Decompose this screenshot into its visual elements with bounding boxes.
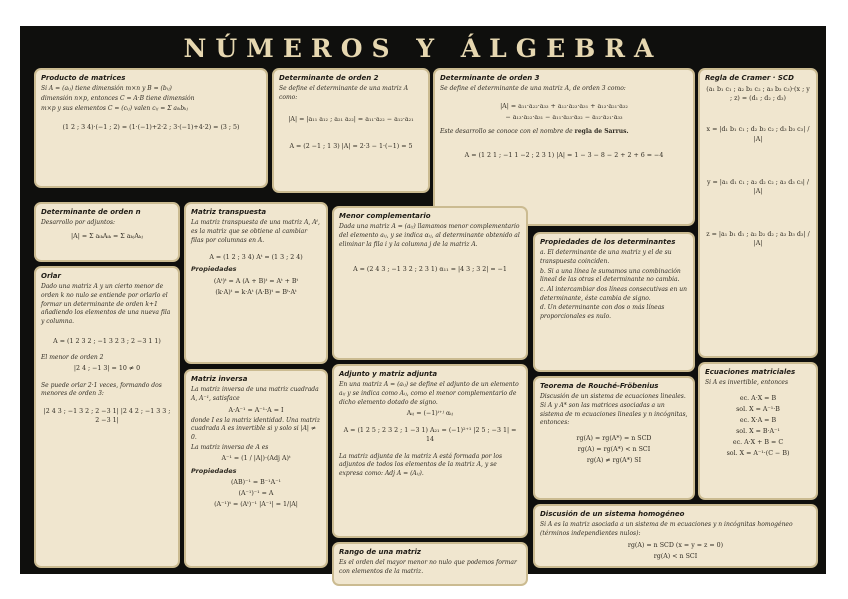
card-text: Desarrollo por adjuntos: [41, 219, 116, 227]
card-title: Determinante de orden 3 [440, 74, 540, 82]
formula: z = |a₁ b₁ d₁ ; a₂ b₂ d₂ ; a₃ b₃ d₃| / |A| [706, 230, 810, 248]
card-text: Dado una matriz A y un cierto menor de orden k no nulo se entiende por orlarlo el formar un determinante de orden k+1 añadiendo los elementos de una nueva fila y columna. [41, 283, 171, 325]
card-adjunto-matriz-adjunta [332, 364, 528, 538]
card-matriz-transpuesta [184, 202, 328, 364]
card-subtitle: Propiedades [191, 265, 237, 274]
formula: |A| = |a₁₁ a₁₂ ; a₂₁ a₂₂| = a₁₁·a₂₂ − a₁₂·a₂₁ [288, 115, 414, 123]
property-item: b. Si a una línea le sumamos una combinación lineal de las otras el determinante no cambia. [540, 267, 681, 284]
card-determinante-orden-2 [272, 68, 430, 193]
formula: A = (1 2 1 ; −1 1 −2 ; 2 3 1) |A| = 1 − 3 − 8 − 2 + 2 + 6 = −4 [464, 151, 664, 159]
card-determinante-orden-n [34, 202, 180, 262]
formula: (A⁻¹)ᵗ = (Aᵗ)⁻¹ |A⁻¹| = 1/|A| [214, 501, 298, 509]
card-producto-matrices [34, 68, 268, 188]
formula: A = (1 2 5 ; 2 3 2 ; 1 −3 1) A₂₁ = (−1)²⁺¹ |2 5 ; −3 1| = 14 [343, 427, 517, 444]
card-text: Se define el determinante de una matriz A como: [279, 85, 409, 101]
formula: sol. X = A⁻¹·(C − B) [726, 450, 790, 458]
formula: |A| = Σ aᵢₖAᵢₖ = Σ aₖⱼAₖⱼ [71, 232, 143, 240]
card-determinante-orden-3 [433, 68, 695, 226]
formula: rg(A) ≠ rg(A*) SI [586, 457, 642, 465]
poster [20, 26, 826, 574]
card-rouche-frobenius [533, 376, 695, 500]
card-title: Rango de una matriz [339, 548, 421, 556]
formula: sol. X = B·A⁻¹ [736, 428, 780, 436]
formula: ec. X·A = B [739, 417, 777, 425]
formula: |2 4 ; −1 3| = 10 ≠ 0 [73, 365, 141, 373]
formula: A⁻¹ = (1 / |A|)·(Adj A)ᵗ [221, 455, 291, 463]
card-title: Discusión de un sistema homogéneo [540, 510, 685, 518]
card-text: Es el orden del mayor menor no nulo que podemos formar con elementos de la matriz. [339, 559, 517, 575]
card-regla-cramer [698, 68, 818, 358]
formula: (Aᵗ)ᵗ = A (A + B)ᵗ = Aᵗ + Bᵗ [213, 277, 299, 285]
card-rango-matriz [332, 542, 528, 586]
card-title: Teorema de Rouché-Fröbenius [540, 382, 659, 390]
card-text: donde I es la matriz identidad. Una matriz cuadrada A es invertible si y solo si |A| ≠ 0. [191, 416, 320, 442]
formula: (AB)⁻¹ = B⁻¹A⁻¹ [230, 478, 282, 486]
formula: (A⁻¹)⁻¹ = A [238, 490, 274, 498]
formula: ec. A·X + B = C [732, 439, 784, 447]
formula: (a₁ b₁ c₁ ; a₂ b₂ c₂ ; a₃ b₃ c₃)·(x ; y ; z) = (d₁ ; d₂ ; d₃) [706, 86, 810, 103]
card-text: La matriz inversa de A es [191, 443, 269, 451]
card-title: Determinante de orden n [41, 208, 141, 216]
formula: ec. A·X = B [739, 394, 777, 402]
formula: |2 4 3 ; −1 3 2 ; 2 −3 1| |2 4 2 ; −1 3 3 ; 2 −3 1| [43, 407, 171, 425]
card-subtitle: Propiedades [191, 466, 237, 475]
card-text: Dada una matriz A = (aᵢⱼ) llamamos menor complementario del elemento aᵢⱼ, y se indica αᵢⱼ, al determinante obtenido al eliminar la fila i y la columna j de la matriz A. [339, 223, 520, 248]
formula: A·A⁻¹ = A⁻¹·A = I [228, 406, 284, 414]
card-orlar [34, 266, 180, 568]
formula: A = (1 2 3 2 ; −1 3 2 3 ; 2 −3 1 1) [53, 337, 161, 345]
card-text: Si A es la matriz asociada a un sistema de m ecuaciones y n incógnitas homogéneo (términos independientes nulos): [540, 521, 793, 537]
formula: y = |a₁ d₁ c₁ ; a₂ d₂ c₂ ; a₃ d₃ c₃| / |A| [706, 178, 810, 195]
formula: (k·A)ᵗ = k·Aᵗ (A·B)ᵗ = Bᵗ·Aᵗ [215, 288, 297, 296]
formula: (1 2 ; 3 4)·(−1 ; 2) = (1·(−1)+2·2 ; 3·(−1)+4·2) = (3 ; 5) [62, 124, 240, 132]
formula: rg(A) < n SCI [653, 552, 698, 560]
card-matriz-inversa [184, 369, 328, 568]
card-text: m×p y sus elementos C = (cᵢⱼ) valen cᵢⱼ = Σ aᵢₖbₖⱼ [41, 104, 188, 112]
card-title: Regla de Cramer · SCD [705, 74, 794, 82]
card-title: Matriz inversa [191, 375, 248, 383]
formula: rg(A) = rg(A*) = n SCD [576, 434, 652, 442]
formula: A = (2 4 3 ; −1 3 2 ; 2 3 1) α₁₁ = |4 3 ; 3 2| = −1 [353, 266, 507, 274]
card-title: Producto de matrices [41, 74, 126, 82]
card-title: Orlar [41, 272, 61, 280]
card-text: El menor de orden 2 [41, 353, 104, 361]
card-text: Si A es invertible, entonces [705, 379, 789, 387]
card-menor-complementario [332, 206, 528, 360]
sarrus-label: regla de Sarrus. [574, 128, 629, 136]
card-ecuaciones-matriciales [698, 362, 818, 500]
card-title: Matriz transpuesta [191, 208, 267, 216]
formula: A = (2 −1 ; 1 3) |A| = 2·3 − 1·(−1) = 5 [289, 142, 413, 150]
property-item: d. Un determinante con dos o más líneas proporcionales es nulo. [540, 304, 665, 320]
formula: rg(A) = n SCD (x = y = z = 0) [627, 541, 724, 549]
card-title: Propiedades de los determinantes [540, 238, 676, 246]
formula: A = (1 2 ; 3 4) Aᵗ = (1 3 ; 2 4) [209, 254, 303, 262]
formula: x = |d₁ b₁ c₁ ; d₂ b₂ c₂ ; d₃ b₃ c₃| / |A| [706, 126, 810, 143]
card-text: En una matriz A = (aᵢⱼ) se define el adjunto de un elemento aᵢⱼ y se indica como Aᵢⱼ, como el menor complementario de dicho elemento dotado de signo. [339, 381, 519, 406]
card-sistema-homogeneo [533, 504, 818, 568]
card-text-row [440, 128, 688, 137]
property-item: c. Al intercambiar dos líneas consecutivas en un determinante, éste cambia de signo. [540, 285, 687, 302]
property-item: a. El determinante de una matriz y el de su transpuesta coinciden. [540, 249, 672, 265]
card-title: Determinante de orden 2 [279, 74, 379, 82]
card-title: Menor complementario [339, 212, 431, 220]
card-text: La matriz adjunta de la matriz A está formada por los adjuntos de todos los elementos de la matriz A, y se expresa como: Adj A = (Aᵢⱼ). [339, 452, 503, 477]
card-text: Se puede orlar 2·1 veces, formando dos menores de orden 3: [41, 381, 162, 398]
card-text: La matriz transpuesta de una matriz A, Aᵗ, es la matriz que se obtiene al cambiar filas por columnas en A. [191, 219, 320, 244]
card-propiedades-determinantes [533, 232, 695, 372]
formula: Aᵢⱼ = (−1)ⁱ⁺ʲ αᵢⱼ [406, 410, 454, 418]
card-text: La matriz inversa de una matriz cuadrada A, A⁻¹, satisface [191, 386, 319, 402]
card-text: dimensión n×p, entonces C = A·B tiene dimensión [41, 94, 195, 102]
formula: rg(A) = rg(A*) < n SCI [577, 446, 651, 454]
card-text: Se define el determinante de una matriz A, de orden 3 como: [440, 85, 626, 93]
card-text: Discusión de un sistema de ecuaciones lineales. Si A y A* son las matrices asociadas a un sistema de m ecuaciones lineales y n incógnitas, entonces: [540, 393, 688, 427]
card-title: Ecuaciones matriciales [705, 368, 796, 376]
card-title: Adjunto y matriz adjunta [339, 370, 438, 378]
card-text: Este desarrollo se conoce con el nombre de [440, 128, 573, 136]
formula: − a₁₃·a₂₂·a₃₁ − a₁₁·a₂₃·a₃₂ − a₁₂·a₂₁·a₃₃ [505, 113, 623, 121]
formula: |A| = a₁₁·a₂₂·a₃₃ + a₁₂·a₂₃·a₃₁ + a₁₃·a₂₁·a₃₂ [500, 102, 628, 110]
page-title: NÚMEROS Y ÁLGEBRA [183, 34, 663, 63]
formula: sol. X = A⁻¹·B [736, 405, 780, 413]
card-text: Si A = (aᵢⱼ) tiene dimensión m×n y B = (bᵢⱼ) [41, 85, 172, 93]
